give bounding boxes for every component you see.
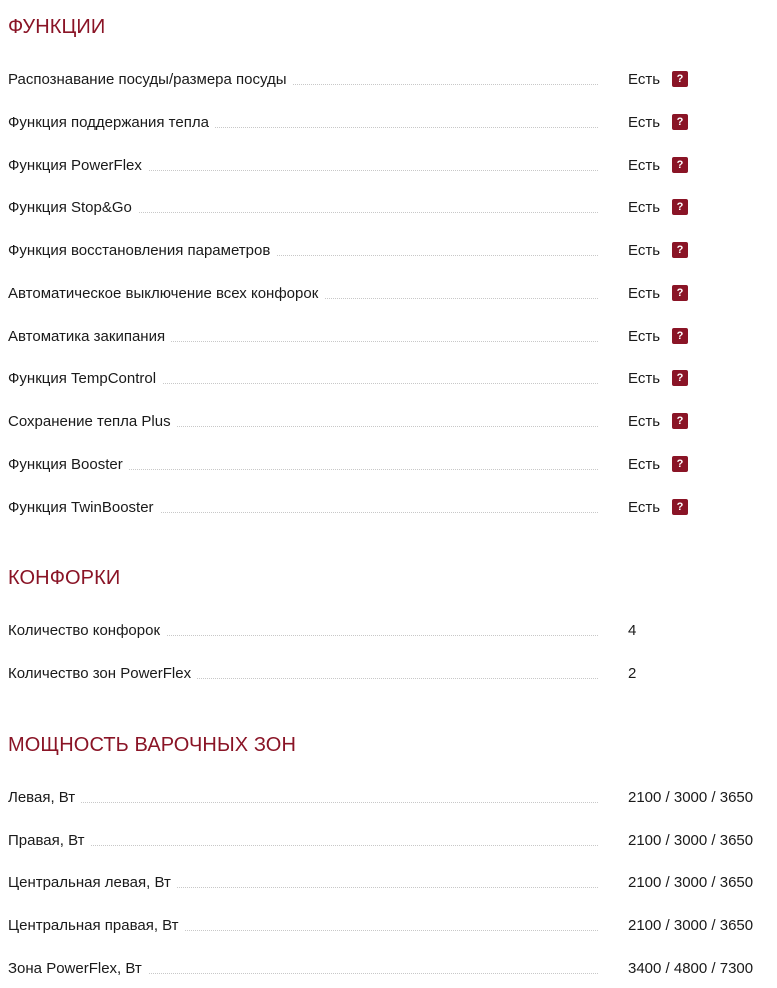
- spec-row: [8, 621, 768, 645]
- help-icon[interactable]: ?: [672, 499, 688, 515]
- help-icon[interactable]: ?: [672, 71, 688, 87]
- spec-row: [8, 498, 768, 522]
- spec-value: Есть: [628, 157, 661, 174]
- help-icon[interactable]: ?: [672, 242, 688, 258]
- section-title-burners: КОНФОРКИ: [8, 567, 121, 589]
- spec-value: Есть: [628, 114, 661, 131]
- spec-label: Сохранение тепла Plus: [8, 412, 177, 432]
- spec-value: 3400 / 4800 / 7300: [628, 960, 754, 977]
- spec-row: [8, 873, 768, 897]
- spec-label: Функция PowerFlex: [8, 156, 148, 176]
- spec-value: Есть: [628, 370, 661, 387]
- spec-value: 2100 / 3000 / 3650: [628, 832, 754, 849]
- spec-row: [8, 664, 768, 688]
- spec-row: [8, 916, 768, 940]
- spec-value: 4: [628, 622, 637, 639]
- spec-row: [8, 70, 768, 94]
- spec-row: [8, 284, 768, 308]
- spec-label: Центральная правая, Вт: [8, 916, 185, 936]
- spec-label: Центральная левая, Вт: [8, 873, 177, 893]
- spec-row: [8, 327, 768, 351]
- spec-row: [8, 113, 768, 137]
- spec-value: 2100 / 3000 / 3650: [628, 874, 754, 891]
- spec-label: Функция поддержания тепла: [8, 113, 215, 133]
- spec-label: Автоматическое выключение всех конфорок: [8, 284, 324, 304]
- spec-row: [8, 369, 768, 393]
- spec-value: Есть: [628, 328, 661, 345]
- section-zone-power: [8, 734, 768, 984]
- dotted-leader: [8, 845, 598, 846]
- section-title-functions: ФУНКЦИИ: [8, 16, 106, 38]
- spec-row: [8, 788, 768, 812]
- help-icon[interactable]: ?: [672, 114, 688, 130]
- spec-value: 2100 / 3000 / 3650: [628, 917, 754, 934]
- spec-label: Функция Booster: [8, 455, 129, 475]
- spec-value: Есть: [628, 413, 661, 430]
- spec-label: Функция TempControl: [8, 369, 162, 389]
- spec-row: [8, 455, 768, 479]
- help-icon[interactable]: ?: [672, 413, 688, 429]
- spec-value: Есть: [628, 456, 661, 473]
- dotted-leader: [8, 802, 598, 803]
- spec-label: Правая, Вт: [8, 831, 90, 851]
- spec-label: Распознавание посуды/размера посуды: [8, 70, 293, 90]
- spec-label: Количество зон PowerFlex: [8, 664, 197, 684]
- spec-row: [8, 156, 768, 180]
- section-functions: [8, 16, 768, 526]
- spec-row: [8, 831, 768, 855]
- spec-label: Автоматика закипания: [8, 327, 171, 347]
- spec-label: Зона PowerFlex, Вт: [8, 959, 148, 979]
- spec-label: Функция восстановления параметров: [8, 241, 276, 261]
- spec-value: Есть: [628, 499, 661, 516]
- section-title-zone-power: МОЩНОСТЬ ВАРОЧНЫХ ЗОН: [8, 734, 297, 756]
- spec-value: Есть: [628, 285, 661, 302]
- spec-value: Есть: [628, 71, 661, 88]
- spec-row: [8, 198, 768, 222]
- spec-label: Количество конфорок: [8, 621, 166, 641]
- help-icon[interactable]: ?: [672, 199, 688, 215]
- help-icon[interactable]: ?: [672, 370, 688, 386]
- help-icon[interactable]: ?: [672, 285, 688, 301]
- spec-value: 2: [628, 665, 637, 682]
- spec-value: Есть: [628, 242, 661, 259]
- help-icon[interactable]: ?: [672, 328, 688, 344]
- spec-label: Левая, Вт: [8, 788, 81, 808]
- help-icon[interactable]: ?: [672, 157, 688, 173]
- spec-value: 2100 / 3000 / 3650: [628, 789, 754, 806]
- spec-row: [8, 241, 768, 265]
- spec-label: Функция TwinBooster: [8, 498, 160, 518]
- help-icon[interactable]: ?: [672, 456, 688, 472]
- section-burners: [8, 567, 768, 687]
- spec-value: Есть: [628, 199, 661, 216]
- spec-row: [8, 959, 768, 983]
- spec-row: [8, 412, 768, 436]
- spec-label: Функция Stop&Go: [8, 198, 138, 218]
